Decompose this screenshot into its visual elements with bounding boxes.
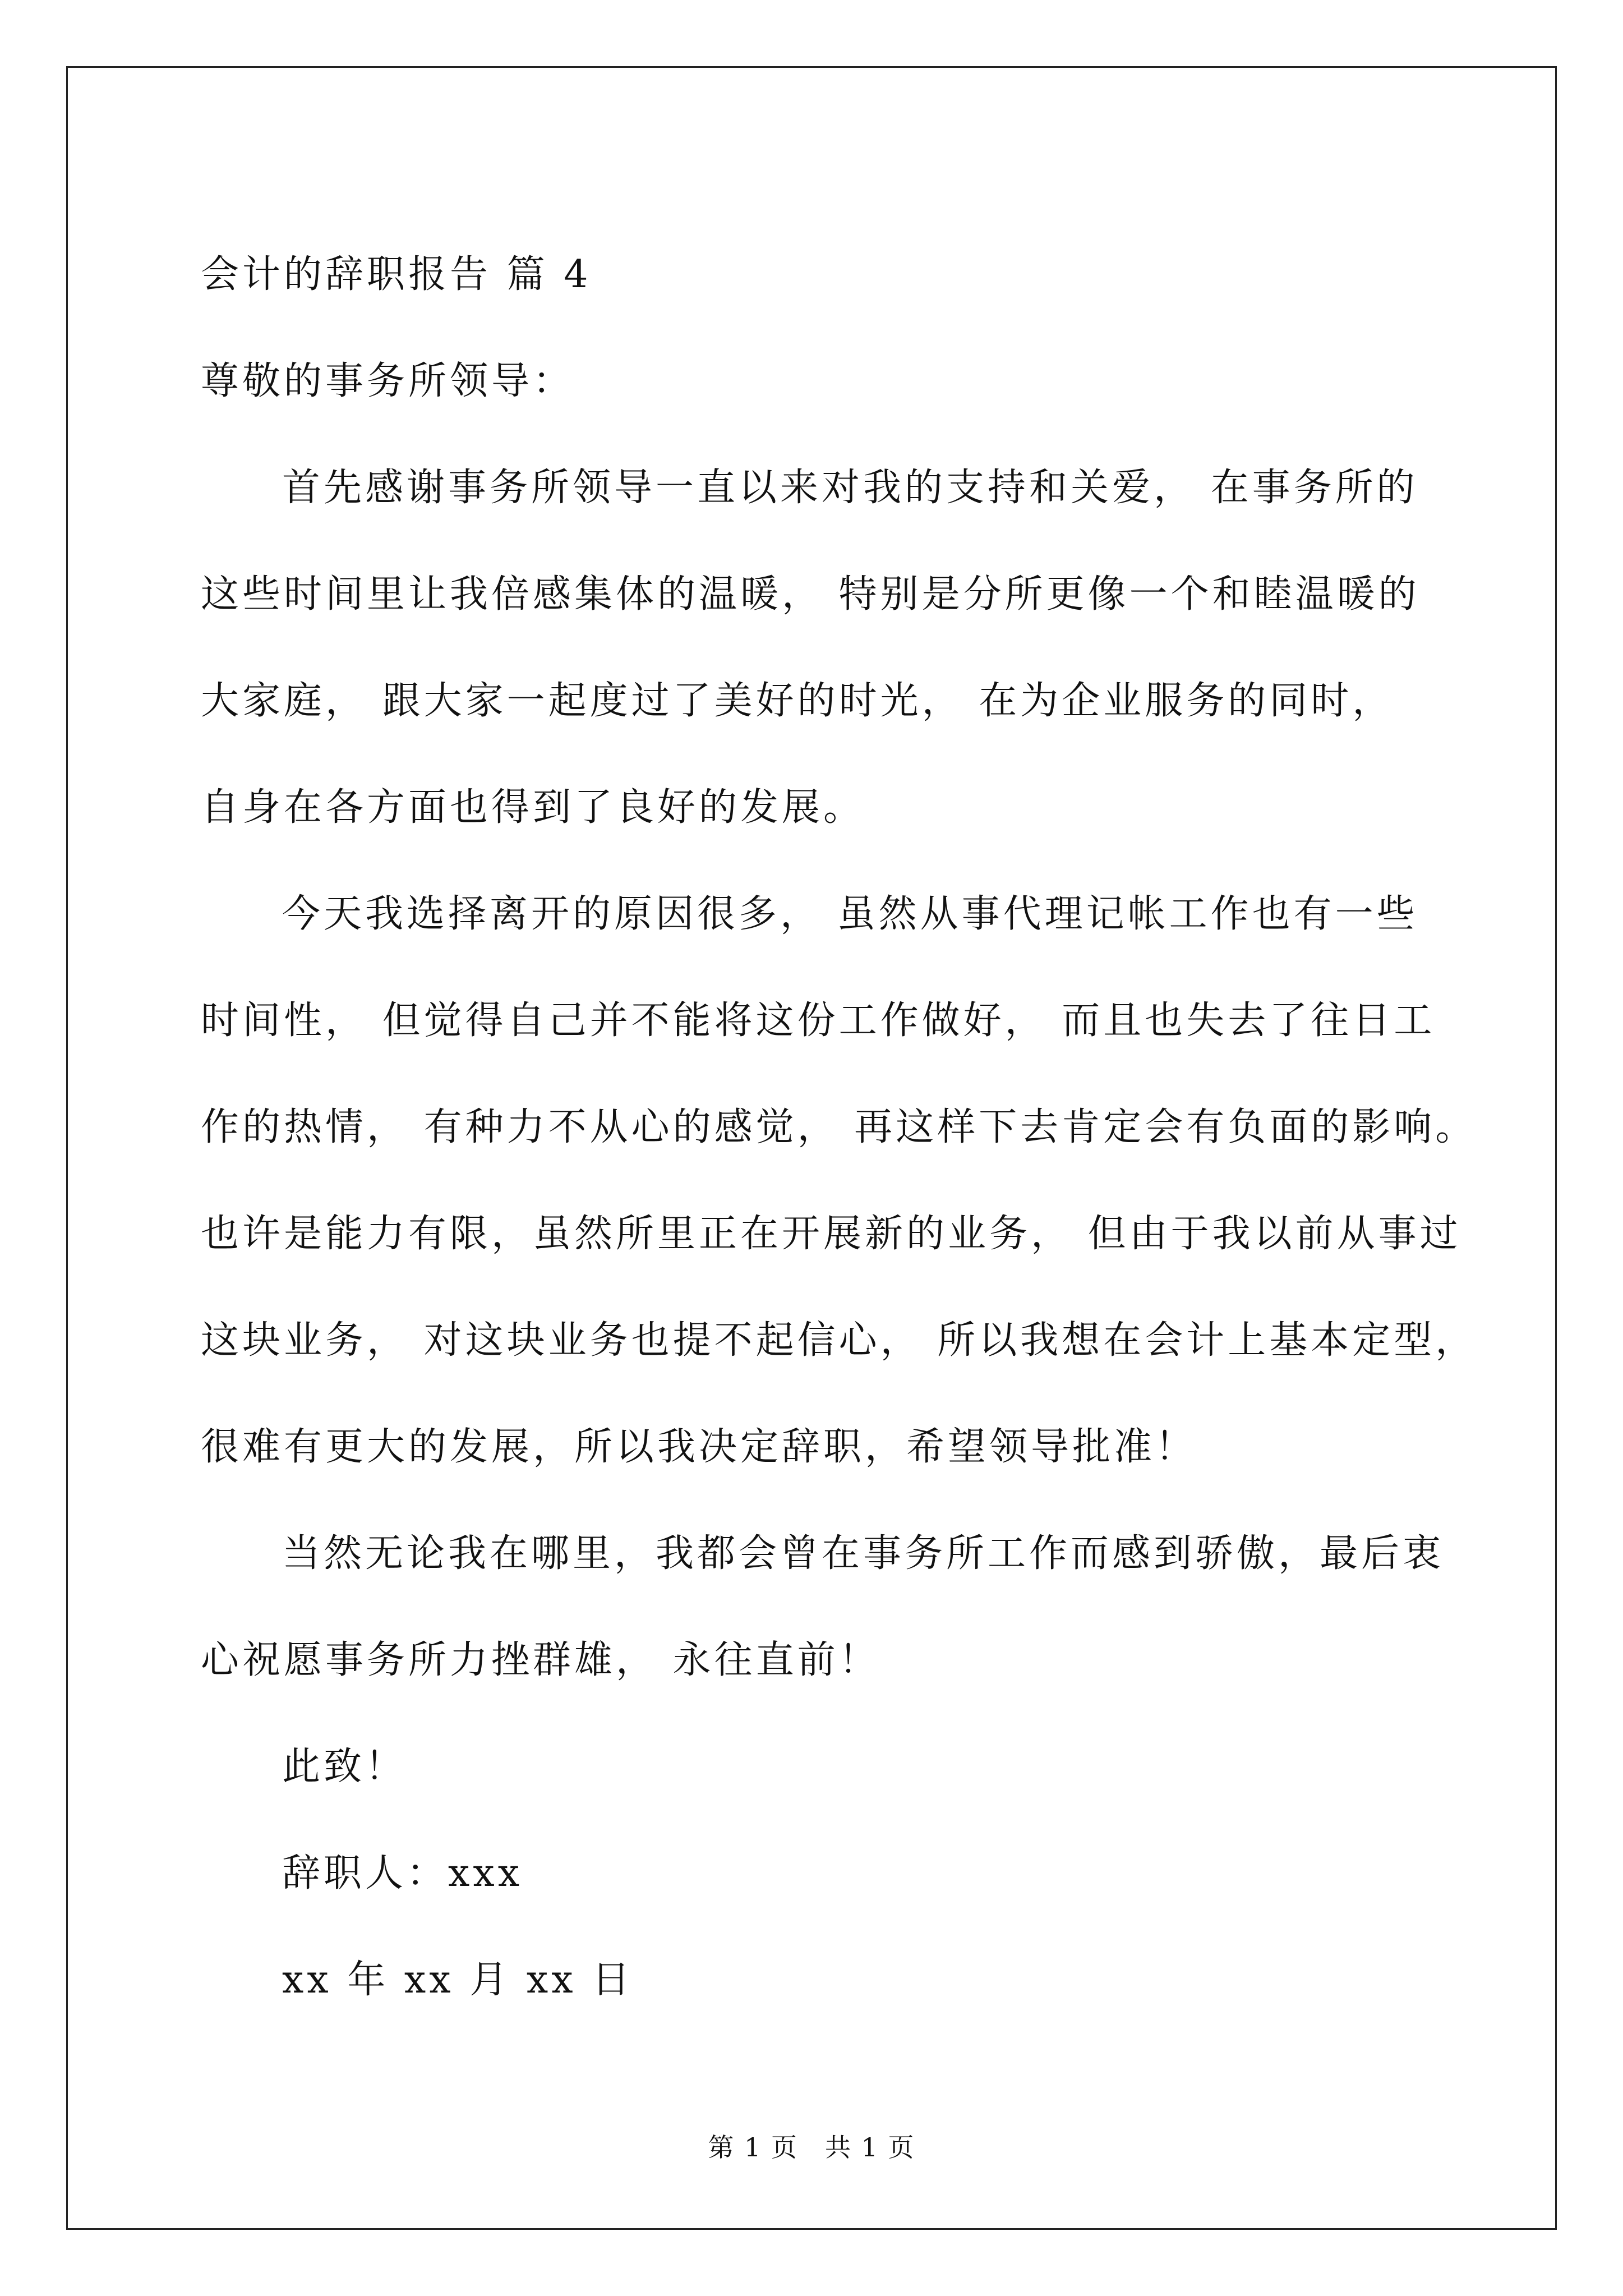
closing: 此致！ — [282, 1745, 407, 1789]
paragraph-line: 作的热情， 有种力不从心的感觉， 再这样下去肯定会有负面的影响。 — [201, 1105, 1477, 1149]
paragraph-line: 这些时间里让我倍感集体的温暖， 特别是分所更像一个和睦温暖的 — [201, 572, 1420, 616]
paragraph-line: 今天我选择离开的原因很多， 虽然从事代理记帐工作也有一些 — [282, 892, 1418, 936]
paragraph-line: 当然无论我在哪里，我都会曾在事务所工作而感到骄傲，最后衷 — [282, 1531, 1445, 1576]
paragraph-line: 时间性， 但觉得自己并不能将这份工作做好， 而且也失去了往日工 — [201, 999, 1436, 1043]
paragraph-line: 很难有更大的发展，所以我决定辞职，希望领导批准！ — [201, 1425, 1197, 1469]
salutation: 尊敬的事务所领导： — [201, 359, 575, 403]
paragraph-line: 自身在各方面也得到了良好的发展。 — [201, 785, 865, 830]
paragraph-line: 这块业务， 对这块业务也提不起信心， 所以我想在会计上基本定型， — [201, 1318, 1477, 1363]
date: xx 年 xx 月 xx 日 — [282, 1958, 634, 2002]
paragraph-1 — [201, 435, 1435, 861]
paragraph-line: 首先感谢事务所领导一直以来对我的支持和关爱， 在事务所的 — [282, 466, 1418, 510]
paragraph-line: 大家庭， 跟大家一起度过了美好的时光， 在为企业服务的同时， — [201, 679, 1394, 723]
page-footer: 第 1 页 共 1 页 — [708, 2132, 915, 2162]
paragraph-line: 心祝愿事务所力挫群雄， 永往直前！ — [201, 1638, 880, 1682]
paragraph-3 — [201, 1501, 1445, 1714]
paragraph-line: 也许是能力有限，虽然所里正在开展新的业务， 但由于我以前从事过 — [201, 1212, 1461, 1256]
signature: 辞职人：xxx — [282, 1851, 523, 1895]
document-body — [201, 222, 1477, 2033]
paragraph-2 — [201, 861, 1477, 1501]
document-title: 会计的辞职报告 篇 4 — [201, 252, 592, 297]
